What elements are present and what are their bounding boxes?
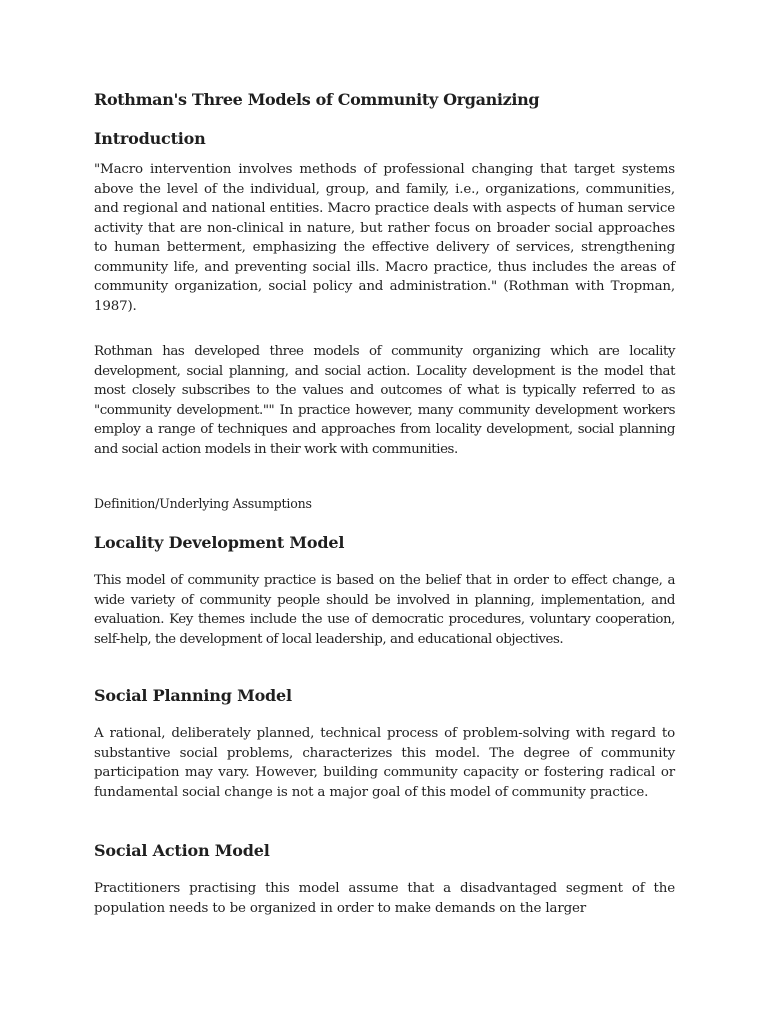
section-heading-social-action: Social Action Model [94,841,270,860]
definition-label: Definition/Underlying Assumptions [94,496,312,511]
section-heading-locality-development: Locality Development Model [94,533,345,552]
locality-development-paragraph: This model of community practice is based on the belief that in order to effect change, a wide variety of community people should be involved in planning, implementation, and evaluation. Key themes include the use of democratic procedures, voluntary cooperation, self-help, the development of local leadership, and educational objectives. [94,573,675,647]
social-planning-paragraph: A rational, deliberately planned, technical process of problem-solving with regard to substantive social problems, characterizes this model. The degree of community participation may vary. However, building community capacity or fostering radical or fundamental social change is not a major goal of this model of community practice. [94,726,675,800]
social-action-paragraph: Practitioners practising this model assume that a disadvantaged segment of the population needs to be organized in order to make demands on the larger [94,881,675,916]
introduction-paragraph-1: "Macro intervention involves methods of professional changing that target systems above the level of the individual, group, and family, i.e., organizations, communities, and regional and national entities. Macro practice deals with aspects of human service activity that are non-clinical in nature, but rather focus on broader social approaches to human betterment, emphasizing the effective delivery of services, strengthening community life, and preventing social ills. Macro practice, thus includes the areas of community organization, social policy and administration." (Rothman with Tropman, 1987). [94,162,675,314]
section-heading-introduction: Introduction [94,129,206,148]
document-page [94,0,675,1024]
introduction-paragraph-2: Rothman has developed three models of community organizing which are locality development, social planning, and social action. Locality development is the model that most closely subscribes to the values and outcomes of what is typically referred to as "community development."" In practice however, many community development workers employ a range of techniques and approaches from locality development, social planning and social action models in their work with communities. [94,344,675,457]
document-title: Rothman's Three Models of Community Organizing [94,90,540,109]
section-heading-social-planning: Social Planning Model [94,686,292,705]
